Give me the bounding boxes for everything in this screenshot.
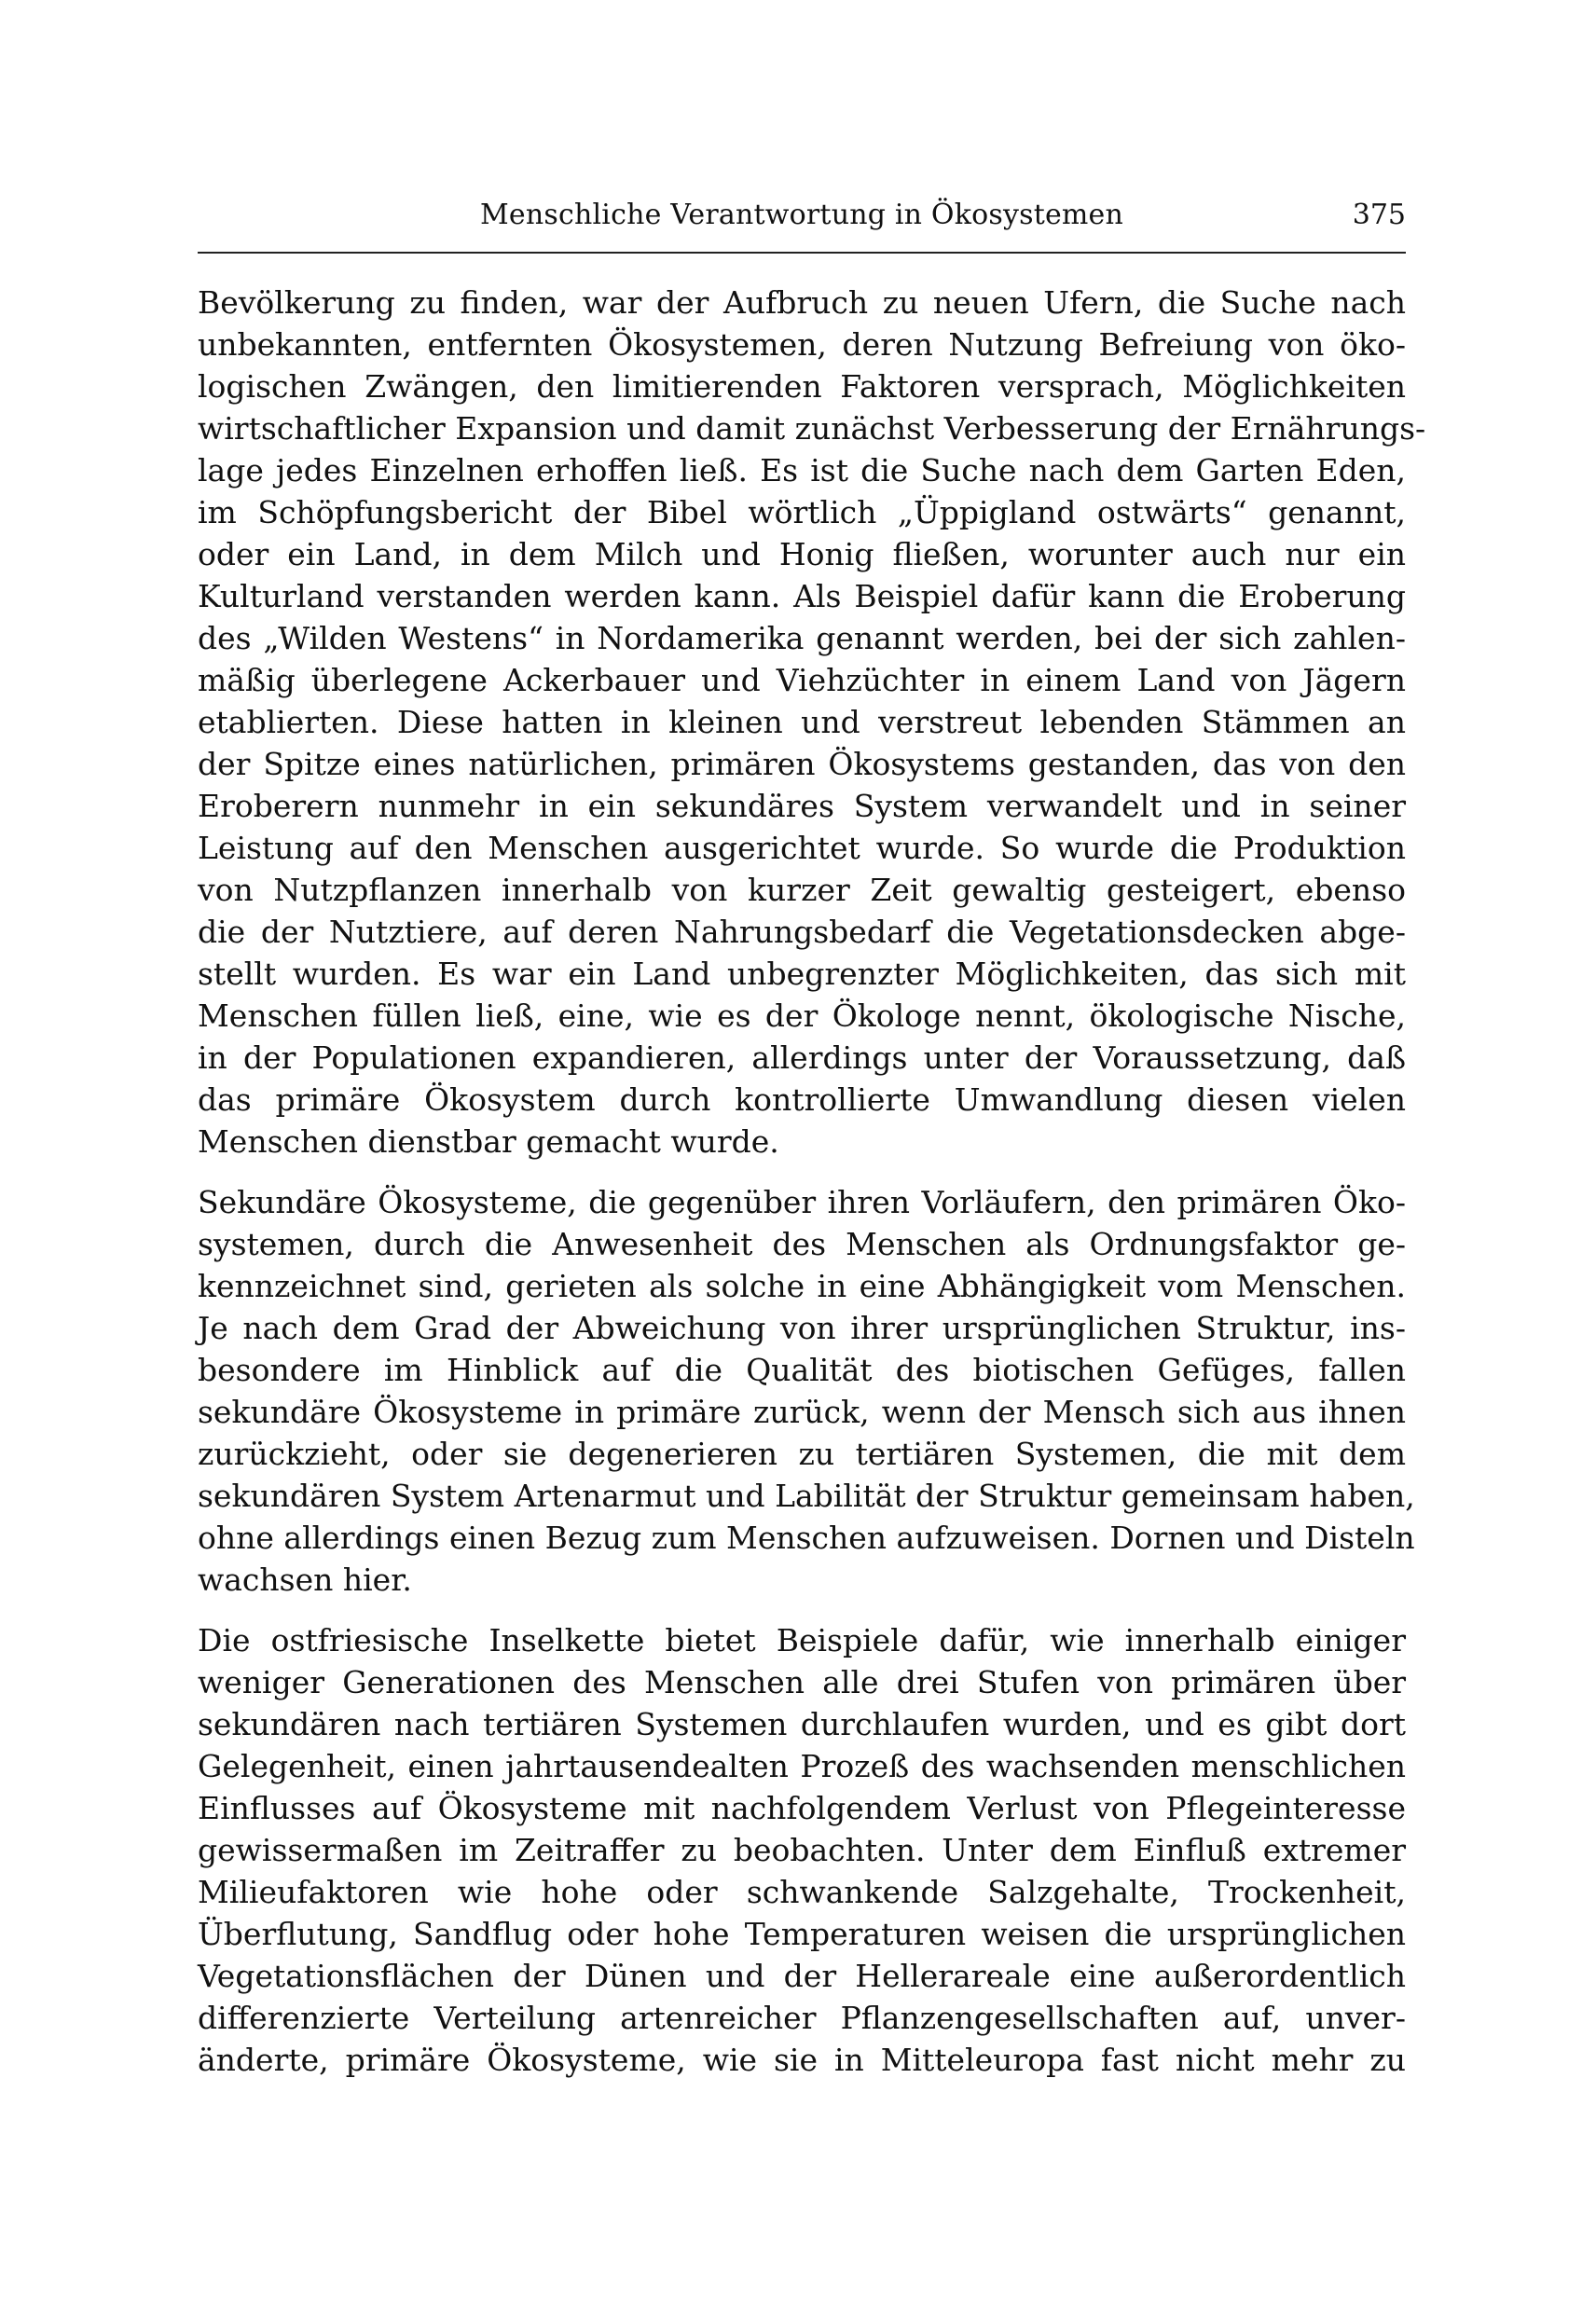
paragraph-2 — [198, 1181, 1415, 1601]
text-line: besondere im Hinblick auf die Qualität des biotischen Gefüges, fallen — [198, 1352, 1406, 1388]
text-line: differenzierte Verteilung artenreicher Pflanzengesellschaften auf, unver- — [198, 2000, 1406, 2036]
text-line: änderte, primäre Ökosysteme, wie sie in Mitteleuropa fast nicht mehr zu — [198, 2042, 1406, 2078]
paragraph-1 — [198, 282, 1426, 1163]
text-line: Leistung auf den Menschen ausgerichtet wurde. So wurde die Produktion — [198, 830, 1406, 866]
text-line: ohne allerdings einen Bezug zum Menschen aufzuweisen. Dornen und Disteln — [198, 1520, 1415, 1556]
text-line: von Nutzpflanzen innerhalb von kurzer Zeit gewaltig gesteigert, ebenso — [198, 872, 1406, 908]
text-line: Vegetationsflächen der Dünen und der Hellerareale eine außerordentlich — [198, 1958, 1406, 1994]
text-line: stellt wurden. Es war ein Land unbegrenzter Möglichkeiten, das sich mit — [198, 956, 1406, 992]
text-line: die der Nutztiere, auf deren Nahrungsbedarf die Vegetationsdecken abge- — [198, 914, 1406, 950]
text-line: unbekannten, entfernten Ökosystemen, deren Nutzung Befreiung von öko- — [198, 326, 1406, 363]
paragraph-3 — [198, 1619, 1406, 2081]
text-line: im Schöpfungsbericht der Bibel wörtlich „Üppigland ostwärts“ genannt, — [198, 494, 1406, 530]
text-line: Einflusses auf Ökosysteme mit nachfolgendem Verlust von Pflegeinteresse — [198, 1790, 1406, 1826]
text-line: Gelegenheit, einen jahrtausendealten Prozeß des wachsenden menschlichen — [198, 1748, 1406, 1784]
text-line: kennzeichnet sind, gerieten als solche in eine Abhängigkeit vom Menschen. — [198, 1268, 1406, 1304]
page-number: 375 — [1352, 199, 1406, 231]
text-line: Kulturland verstanden werden kann. Als Beispiel dafür kann die Eroberung — [198, 578, 1406, 614]
text-line: mäßig überlegene Ackerbauer und Viehzüchter in einem Land von Jägern — [198, 662, 1406, 698]
text-line: der Spitze eines natürlichen, primären Ökosystems gestanden, das von den — [198, 746, 1406, 782]
text-line: sekundäre Ökosysteme in primäre zurück, wenn der Mensch sich aus ihnen — [198, 1394, 1406, 1430]
text-line: zurückzieht, oder sie degenerieren zu tertiären Systemen, die mit dem — [198, 1436, 1406, 1472]
text-line: oder ein Land, in dem Milch und Honig fließen, worunter auch nur ein — [198, 536, 1406, 572]
text-line: Je nach dem Grad der Abweichung von ihrer ursprünglichen Struktur, ins- — [198, 1310, 1406, 1346]
running-title: Menschliche Verantwortung in Ökosystemen — [479, 199, 1124, 231]
text-line: Die ostfriesische Inselkette bietet Beispiele dafür, wie innerhalb einiger — [198, 1622, 1406, 1658]
text-line: Menschen dienstbar gemacht wurde. — [198, 1123, 779, 1160]
text-line: in der Populationen expandieren, allerdings unter der Voraussetzung, daß — [198, 1039, 1406, 1076]
text-line: systemen, durch die Anwesenheit des Menschen als Ordnungsfaktor ge- — [198, 1226, 1406, 1262]
text-line: sekundären System Artenarmut und Labilität der Struktur gemeinsam haben, — [198, 1478, 1415, 1514]
text-line: sekundären nach tertiären Systemen durchlaufen wurden, und es gibt dort — [198, 1706, 1406, 1742]
text-line: gewissermaßen im Zeitraffer zu beobachten. Unter dem Einfluß extremer — [198, 1832, 1406, 1868]
text-line: Bevölkerung zu finden, war der Aufbruch zu neuen Ufern, die Suche nach — [198, 284, 1406, 321]
text-line: weniger Generationen des Menschen alle drei Stufen von primären über — [198, 1664, 1406, 1700]
text-line: Eroberern nunmehr in ein sekundäres System verwandelt und in seiner — [198, 788, 1406, 824]
text-line: logischen Zwängen, den limitierenden Faktoren versprach, Möglichkeiten — [198, 368, 1406, 405]
running-head — [198, 191, 1406, 240]
text-line: Sekundäre Ökosysteme, die gegenüber ihren Vorläufern, den primären Öko- — [198, 1184, 1406, 1220]
text-line: wachsen hier. — [198, 1562, 412, 1598]
body-text — [198, 282, 1426, 2081]
text-line: etablierten. Diese hatten in kleinen und verstreut lebenden Stämmen an — [198, 704, 1406, 740]
text-line: das primäre Ökosystem durch kontrollierte Umwandlung diesen vielen — [198, 1081, 1406, 1118]
text-line: Überflutung, Sandflug oder hohe Temperaturen weisen die ursprünglichen — [198, 1916, 1406, 1952]
text-line: Milieufaktoren wie hohe oder schwankende Salzgehalte, Trockenheit, — [198, 1874, 1406, 1910]
text-line: wirtschaftlicher Expansion und damit zunächst Verbesserung der Ernährungs- — [198, 410, 1426, 447]
text-line: lage jedes Einzelnen erhoffen ließ. Es ist die Suche nach dem Garten Eden, — [198, 452, 1406, 489]
header-rule — [198, 252, 1406, 254]
text-line: Menschen füllen ließ, eine, wie es der Ökologe nennt, ökologische Nische, — [198, 998, 1406, 1034]
text-line: des „Wilden Westens“ in Nordamerika genannt werden, bei der sich zahlen- — [198, 620, 1406, 656]
